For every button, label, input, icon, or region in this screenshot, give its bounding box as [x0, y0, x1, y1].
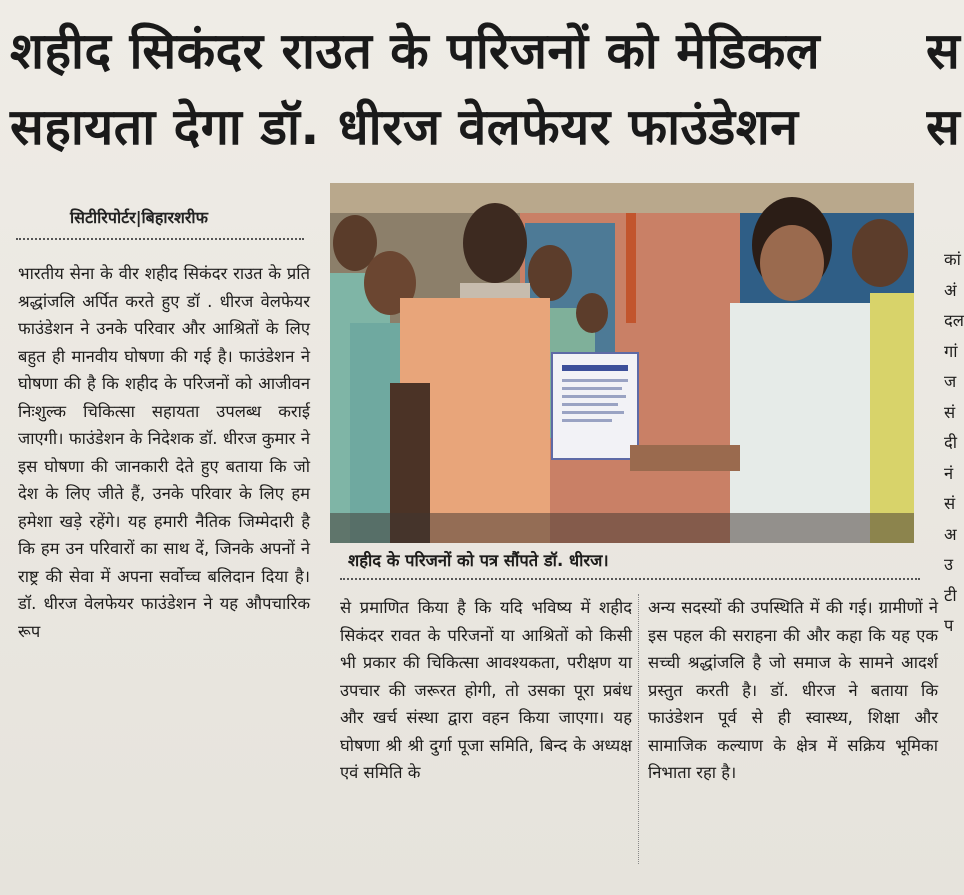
adjacent-headline-fragment-2: स — [926, 98, 960, 156]
article-column-1: भारतीय सेना के वीर शहीद सिकंदर राउत के प्रति श्रद्धांजलि अर्पित करते हुए डॉ . धीरज वेलफेयर फाउंडेशन ने उनके परिवार और आश्रितों के लिए बहुत ही मानवीय घोषणा की गई है। फाउंडेशन ने घोषणा की है कि शहीद के परिजनों को आजीवन निःशुल्क चिकित्सा सहायता उपलब्ध कराई जाएगी। फाउंडेशन के निदेशक डॉ. धीरज कुमार ने इस घोषणा की जानकारी देते हुए बताया कि जो देश के लिए जीते हैं, उनके परिवार के लिए हम हमेशा खड़े रहेंगे। यह हमारी नैतिक जिम्मेदारी है कि हम उन परिवारों का साथ दें, जिनके अपनों ने राष्ट्र की सेवा में अपना सर्वोच्च बलिदान दिया है। डॉ. धीरज वेलफेयर फाउंडेशन ने यह औपचारिक रूप — [18, 264, 310, 641]
article-column-3: अन्य सदस्यों की उपस्थिति में की गई। ग्रामीणों ने इस पहल की सराहना की और कहा कि यह एक सच्ची श्रद्धांजलि है जो समाज के सामने आदर्श प्रस्तुत करती है। डॉ. धीरज ने बताया कि फाउंडेशन पूर्व से ही स्वास्थ्य, शिक्षा और सामाजिक कल्याण के क्षेत्र में सक्रिय भूमिका निभाता रहा है। — [648, 598, 938, 782]
photo-illustration — [330, 183, 914, 543]
news-photo — [330, 183, 914, 543]
column-divider — [638, 594, 639, 864]
adjacent-article-fragment: कां अं दल गां ज सं दी नं सं अ उ टी प — [944, 250, 964, 635]
photo-caption: शहीद के परिजनों को पत्र सौंपते डॉ. धीरज। — [348, 551, 609, 570]
byline-divider — [16, 238, 304, 240]
headline-line-1: शहीद सिकंदर राउत के परिजनों को मेडिकल — [10, 22, 821, 80]
byline: सिटीरिपोर्टर|बिहारशरीफ — [70, 208, 208, 227]
headline-line-2: सहायता देगा डॉ. धीरज वेलफेयर फाउंडेशन — [10, 98, 799, 156]
article-column-2: से प्रमाणित किया है कि यदि भविष्य में शहीद सिकंदर रावत के परिजनों या आश्रितों को किसी भी प्रकार की चिकित्सा आवश्यकता, परीक्षण या उपचार की जरूरत होगी, तो उसका पूरा प्रबंध और खर्च संस्था द्वारा वहन किया जाएगा। यह घोषणा श्री श्री दुर्गा पूजा समिति, बिन्द के अध्यक्ष एवं समिति के — [340, 598, 632, 782]
caption-divider — [340, 578, 920, 580]
adjacent-headline-fragment-1: स — [926, 22, 960, 80]
